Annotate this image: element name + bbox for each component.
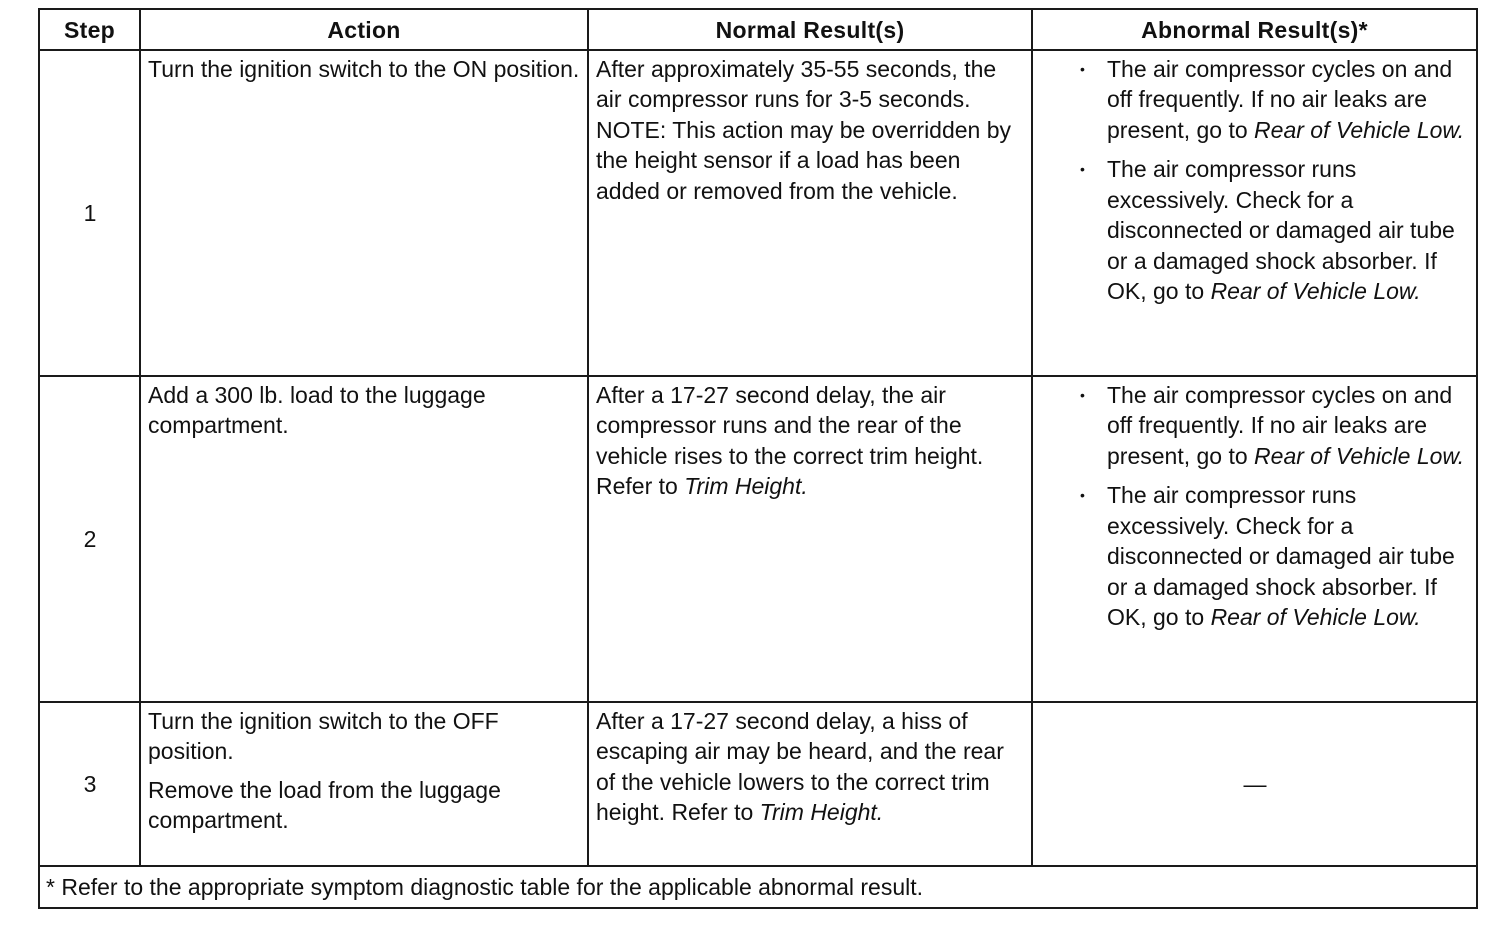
list-item <box>1040 154 1470 307</box>
abnormal-result-link: Rear of Vehicle Low. <box>1254 116 1465 143</box>
abnormal-result-text: The air compressor cycles on and off frequently. If no air leaks are present, go to <box>1107 55 1453 143</box>
step-number: 2 <box>39 376 140 702</box>
abnormal-result-text: The air compressor runs excessively. Check for a disconnected or damaged air tube or a damaged shock absorber. If OK, go to <box>1107 482 1455 630</box>
table-row <box>39 376 1477 702</box>
list-item <box>1040 480 1470 633</box>
header-normal-results: Normal Result(s) <box>588 9 1032 50</box>
bullet-icon: • <box>1080 386 1085 403</box>
step-number: 3 <box>39 702 140 866</box>
abnormal-result-link: Rear of Vehicle Low. <box>1210 278 1421 304</box>
abnormal-result-cell <box>1032 702 1477 866</box>
header-step: Step <box>39 9 140 50</box>
header-action: Action <box>140 9 588 50</box>
table-row <box>39 702 1477 866</box>
normal-result-link: Trim Height. <box>759 799 884 825</box>
header-row <box>39 9 1477 50</box>
action-text: Remove the load from the luggage compartment. <box>148 776 501 833</box>
action-cell <box>140 702 588 866</box>
abnormal-result-text: The air compressor cycles on and off frequently. If no air leaks are present, go to <box>1107 381 1453 469</box>
abnormal-result-cell <box>1032 376 1477 702</box>
abnormal-result-cell <box>1032 50 1477 376</box>
footnote: * Refer to the appropriate symptom diagnostic table for the applicable abnormal result. <box>39 866 1477 908</box>
normal-result-text: After approximately 35-55 seconds, the air compressor runs for 3-5 seconds. NOTE: This action may be overridden by the height sensor if a load has been added or removed from the vehicle. <box>596 55 1012 204</box>
abnormal-result-link: Rear of Vehicle Low. <box>1254 442 1465 469</box>
no-result-dash: — <box>1243 770 1267 797</box>
table-row <box>39 50 1477 376</box>
step-number: 1 <box>39 50 140 376</box>
normal-result-cell <box>588 376 1032 702</box>
abnormal-result-text: The air compressor runs excessively. Check for a disconnected or damaged air tube or a damaged shock absorber. If OK, go to <box>1107 156 1455 304</box>
abnormal-result-link: Rear of Vehicle Low. <box>1210 604 1421 630</box>
normal-result-cell <box>588 702 1032 866</box>
action-text: Add a 300 lb. load to the luggage compartment. <box>148 381 486 438</box>
action-text: Turn the ignition switch to the ON position. <box>148 55 580 82</box>
bullet-icon: • <box>1080 60 1085 77</box>
abnormal-result-list <box>1040 380 1470 633</box>
header-abnormal-results: Abnormal Result(s)* <box>1032 9 1477 50</box>
list-item <box>1040 380 1470 472</box>
action-cell <box>140 50 588 376</box>
normal-result-text: After a 17-27 second delay, the air compressor runs and the rear of the vehicle rises to the correct trim height. Refer to <box>596 381 984 499</box>
action-cell <box>140 376 588 702</box>
footnote-row <box>39 866 1477 908</box>
abnormal-result-list <box>1040 54 1470 307</box>
list-item <box>1040 54 1470 146</box>
normal-result-cell <box>588 50 1032 376</box>
normal-result-text: After a 17-27 second delay, a hiss of escaping air may be heard, and the rear of the vehicle lowers to the correct trim height. Refer to <box>596 707 1004 825</box>
action-text: Turn the ignition switch to the OFF position. <box>148 707 499 764</box>
bullet-icon: • <box>1080 161 1085 177</box>
bullet-icon: • <box>1080 487 1085 503</box>
diagnostic-table <box>38 8 1478 909</box>
normal-result-link: Trim Height. <box>684 473 808 499</box>
